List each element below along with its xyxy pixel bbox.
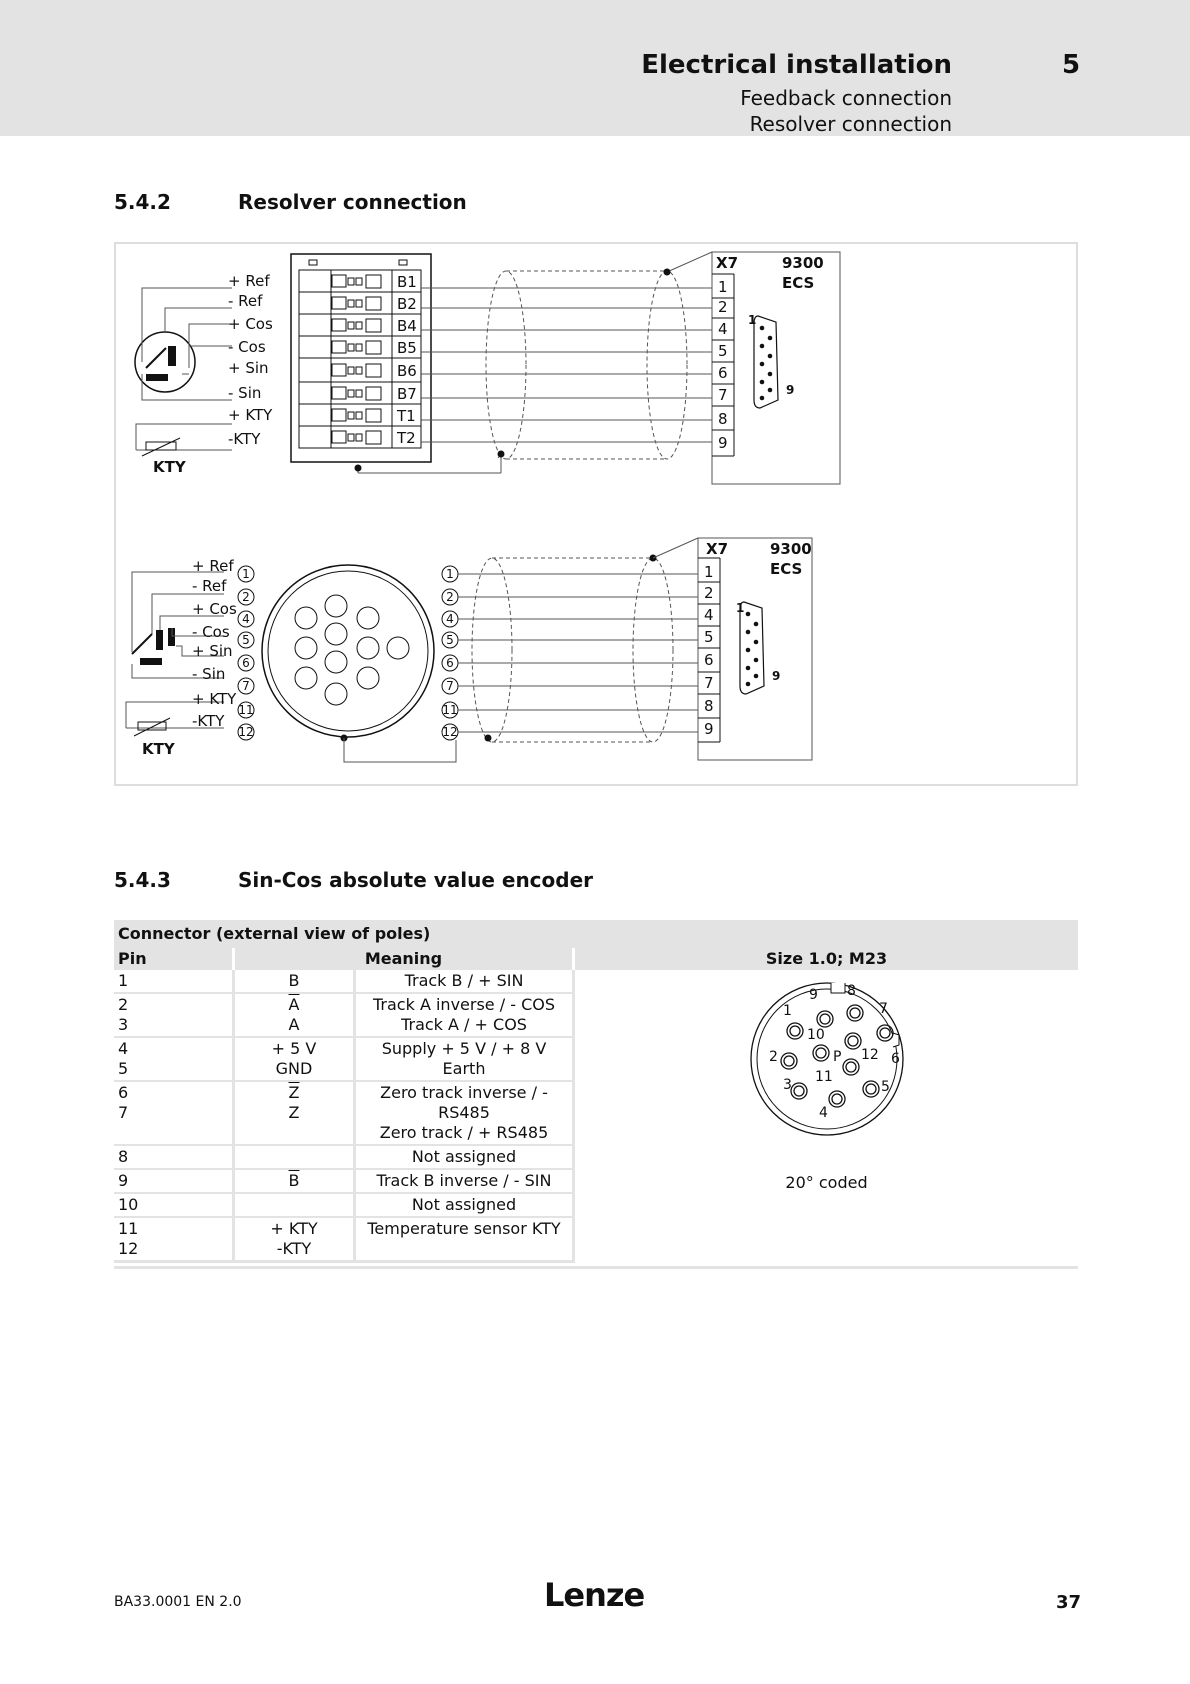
signal-label: - Ref: [192, 577, 227, 595]
signal-label: + Ref: [228, 272, 270, 290]
resolver-wiring-diagram: [114, 242, 1078, 786]
x7-pin: 7: [718, 386, 728, 404]
circle-pin: 11: [442, 703, 458, 717]
table-row: 6 7 $\overline{Z}$ Z Zero track inverse / - RS485 Zero track / + RS485: [114, 1081, 1078, 1145]
dsub-pin-label: 9: [772, 669, 781, 683]
col-header-pin: Pin: [114, 948, 234, 970]
header-subtitle-1: Feedback connection: [740, 86, 952, 110]
signal-label: - Ref: [228, 292, 263, 310]
resolver-symbol: [135, 332, 195, 392]
circle-pin: 12: [238, 725, 254, 739]
connector-pin-label: P: [832, 1049, 841, 1065]
section-title: Resolver connection: [238, 190, 467, 214]
circle-pin: 2: [242, 590, 250, 604]
device-label: 9300: [770, 540, 812, 558]
connector-pin-label: 11: [814, 1069, 833, 1085]
dsub-pin-label: 1: [748, 313, 757, 327]
connector-pin-label: 5: [880, 1079, 890, 1095]
connector-pin-label: 12: [860, 1047, 879, 1063]
connector-figure-cell: [574, 970, 1079, 1263]
signal-label: + KTY: [192, 690, 237, 708]
m23-connector-diagram: [727, 979, 927, 1169]
signal-label: -KTY: [228, 430, 261, 448]
table-row: 10 Not assigned: [114, 1193, 1078, 1217]
connector-pin-label: 10: [806, 1027, 825, 1043]
col-header-meaning: Meaning: [234, 948, 574, 970]
connector-pin-label: 3: [782, 1077, 792, 1093]
header-title: Electrical installation: [641, 50, 952, 80]
x7-label: X7: [706, 540, 729, 558]
x7-pin: 7: [704, 674, 714, 692]
x7-pin: 6: [718, 364, 728, 382]
terminal-label: B4: [397, 317, 417, 335]
connector-pin-label: 4: [818, 1105, 828, 1121]
x7-pin: 9: [718, 434, 728, 452]
x7-label: X7: [716, 254, 739, 272]
circle-pin: 2: [446, 590, 454, 604]
terminal-label: T1: [397, 407, 416, 425]
connector-pin-label: 6: [890, 1051, 900, 1067]
section-title: Sin-Cos absolute value encoder: [238, 868, 594, 892]
x7-pin: 4: [718, 320, 728, 338]
connector-pin-label: 1: [782, 1003, 792, 1019]
terminal-label: B7: [397, 385, 417, 403]
table-caption: Connector (external view of poles): [114, 920, 1078, 948]
signal-label: + Cos: [192, 600, 237, 618]
table-row: 9 $\overline{B}$ Track B inverse / - SIN: [114, 1169, 1078, 1193]
header-subtitle-2: Resolver connection: [749, 112, 952, 136]
circle-pin: 5: [242, 633, 250, 647]
x7-pin: 6: [704, 651, 714, 669]
circle-pin: 6: [446, 656, 454, 670]
connector-pin-label: 7: [878, 1001, 888, 1017]
table-row: 8 Not assigned: [114, 1145, 1078, 1169]
x7-pin: 1: [718, 278, 728, 296]
signal-label: + KTY: [228, 406, 273, 424]
terminal-label: B2: [397, 295, 417, 313]
device-sub-label: ECS: [770, 560, 803, 578]
x7-device: [712, 252, 840, 484]
device-sub-label: ECS: [782, 274, 815, 292]
pin-assignment-table: [114, 920, 1078, 1263]
lenze-logo: Lenze: [544, 1576, 645, 1614]
coding-note: 20° coded: [785, 1173, 868, 1192]
signal-label: - Cos: [192, 623, 230, 641]
terminal-label: B1: [397, 273, 417, 291]
circle-pin: 4: [446, 612, 454, 626]
terminal-label: T2: [397, 429, 416, 447]
signal-label: + Ref: [192, 557, 234, 575]
x7-pin: 4: [704, 606, 714, 624]
section-number: 5.4.2: [114, 190, 171, 214]
x7-pin: 2: [704, 584, 714, 602]
dsub-connector: [740, 602, 764, 694]
circle-pin: 11: [238, 703, 254, 717]
x7-pin: 8: [718, 410, 728, 428]
dsub-pin-label: 9: [786, 383, 795, 397]
signal-label: - Sin: [228, 384, 262, 402]
x7-pin: 1: [704, 563, 714, 581]
col-header-size: Size 1.0; M23: [574, 948, 1079, 970]
document-id: BA33.0001 EN 2.0: [114, 1594, 242, 1610]
signal-label: - Sin: [192, 665, 226, 683]
connector-pin-label: 8: [846, 983, 856, 999]
circle-pin: 7: [242, 679, 250, 693]
table-bottom-rule: [114, 1266, 1078, 1269]
x7-pin: 5: [718, 342, 728, 360]
signal-label: + Sin: [228, 359, 269, 377]
circle-pin: 1: [242, 567, 250, 581]
circle-pin: 4: [242, 612, 250, 626]
signal-label: -KTY: [192, 712, 225, 730]
kty-label: KTY: [142, 740, 175, 758]
chapter-number: 5: [1062, 50, 1081, 80]
table-row: 2 3 $\overline{A}$ A Track A inverse / - COS Track A / + COS: [114, 993, 1078, 1037]
x7-pin: 9: [704, 720, 714, 738]
terminal-label: B5: [397, 339, 417, 357]
dsub-pin-label: 1: [736, 601, 745, 615]
wiring-svg: [116, 244, 1080, 788]
dsub-connector: [754, 316, 778, 408]
x7-pin: 8: [704, 697, 714, 715]
circle-pin: 6: [242, 656, 250, 670]
signal-label: + Sin: [192, 642, 233, 660]
x7-pin: 5: [704, 628, 714, 646]
signal-label: + Cos: [228, 315, 273, 333]
table-row: 1 B Track B / + SIN 1 2 3 4 5 6 7 8 9 10 11 12 P 20° coded: [114, 970, 1078, 993]
connector-pin-label: 9: [808, 987, 818, 1003]
page-number: 37: [1056, 1592, 1082, 1613]
connector-pin-label: 2: [768, 1049, 778, 1065]
table-row: 11 12 + KTY -KTY Temperature sensor KTY: [114, 1217, 1078, 1262]
signal-label: - Cos: [228, 338, 266, 356]
page-header: [0, 0, 1190, 136]
x7-pin: 2: [718, 298, 728, 316]
table-row: 4 5 + 5 V GND Supply + 5 V / + 8 V Earth: [114, 1037, 1078, 1081]
device-label: 9300: [782, 254, 824, 272]
circle-pin: 1: [446, 567, 454, 581]
circle-pin: 7: [446, 679, 454, 693]
circle-pin: 5: [446, 633, 454, 647]
kty-label: KTY: [153, 458, 186, 476]
section-number: 5.4.3: [114, 868, 171, 892]
circle-pin: 12: [442, 725, 458, 739]
terminal-label: B6: [397, 362, 417, 380]
